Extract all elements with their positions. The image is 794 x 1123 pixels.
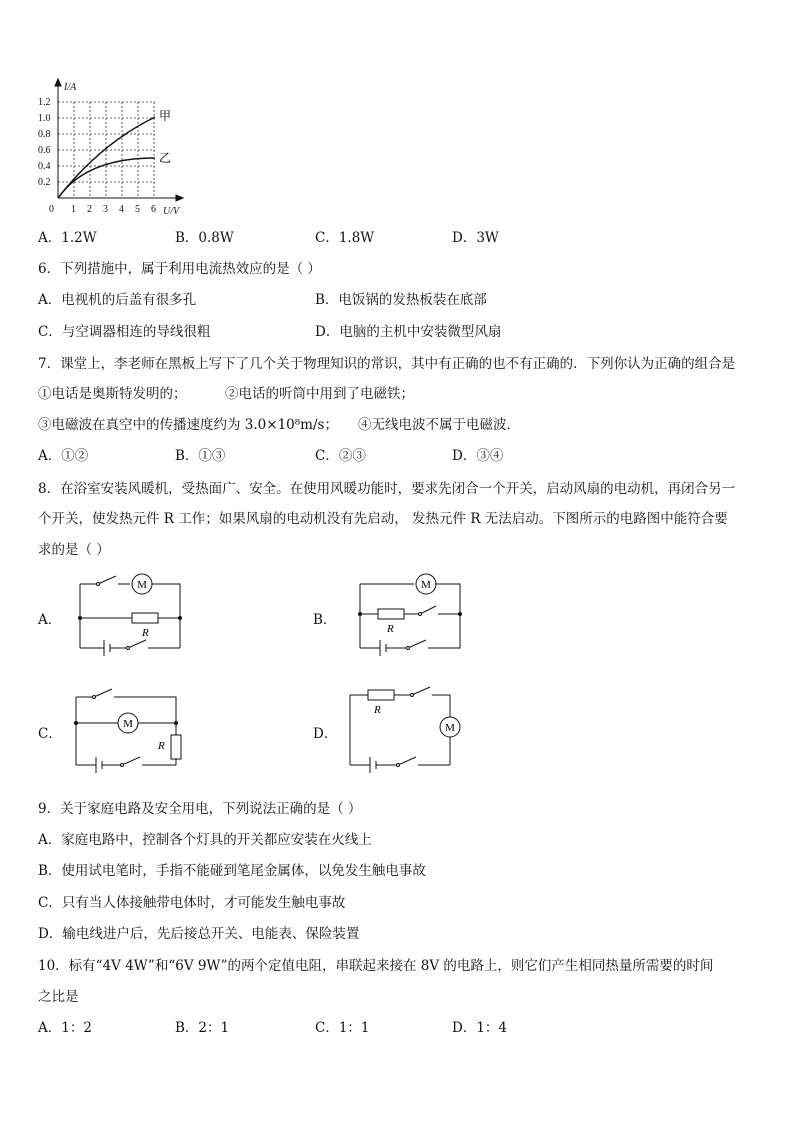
q9-option-b: B．使用试电笔时，手指不能碰到笔尾金属体，以免发生触电事故	[38, 863, 426, 879]
circuit-d	[340, 683, 470, 783]
circuit-d-label: D．	[313, 726, 338, 742]
q5-option-d: D．3W	[452, 230, 499, 246]
motor-symbol: M	[123, 718, 133, 730]
q7-option-c: C．②③	[315, 448, 366, 464]
curve-jia	[58, 117, 155, 198]
y-axis-label: I/A	[64, 82, 77, 93]
x-tick: 4	[119, 204, 124, 215]
q10-option-c: C．1：1	[315, 1020, 370, 1036]
q10-option-a: A．1：2	[38, 1020, 92, 1036]
circuit-b-label: B．	[313, 612, 337, 628]
x-tick: 6	[151, 204, 156, 215]
y-tick: 0.8	[38, 129, 51, 140]
motor-symbol: M	[421, 579, 431, 591]
q5-option-a: A．1.2W	[38, 230, 97, 246]
circuit-c	[66, 683, 196, 783]
q5-option-c: C．1.8W	[315, 230, 375, 246]
q6-option-a: A．电视机的后盖有很多孔	[38, 292, 197, 308]
motor-symbol: M	[445, 722, 455, 734]
curve-yi-label: 乙	[159, 151, 172, 165]
q6-option-d: D．电脑的主机中安装微型风扇	[315, 324, 502, 340]
circuit-b	[350, 570, 470, 665]
q9-stem: 9．关于家庭电路及安全用电，下列说法正确的是（ ）	[38, 801, 362, 817]
x-axis-label: U/V	[163, 206, 180, 217]
iu-graph	[30, 76, 200, 221]
circuit-a-label: A．	[38, 612, 62, 628]
x-tick: 2	[87, 204, 92, 215]
q7-statement-1: ①电话是奥斯特发明的；	[38, 386, 187, 402]
origin-label: 0	[49, 204, 54, 215]
q10-option-d: D．1：4	[452, 1020, 508, 1036]
q5-option-b: B．0.8W	[175, 230, 234, 246]
circuit-a	[70, 570, 190, 665]
q7-option-d: D．③④	[452, 448, 504, 464]
q9-option-a: A．家庭电路中，控制各个灯具的开关都应安装在火线上	[38, 832, 372, 848]
q7-statement-2: ②电话的听筒中用到了电磁铁；	[225, 386, 414, 402]
circuit-c-label: C．	[38, 726, 62, 742]
x-tick: 3	[103, 204, 108, 215]
q7-option-b: B．①③	[175, 448, 226, 464]
q7-statement-3: ③电磁波在真空中的传播速度约为 3.0×10⁸m/s；	[38, 417, 338, 433]
q8-stem-line1: 8．在浴室安装风暖机，受热面广、安全。在使用风暖功能时，要求先闭合一个开关，启动风扇的电动机，再闭合另一	[38, 481, 736, 497]
y-tick: 0.2	[38, 177, 51, 188]
y-tick: 0.6	[38, 145, 51, 156]
q6-option-c: C．与空调器相连的导线很粗	[38, 324, 211, 340]
y-tick: 1.2	[38, 97, 51, 108]
q7-option-a: A．①②	[38, 448, 89, 464]
q9-option-d: D．输电线进户后，先后接总开关、电能表、保险装置	[38, 926, 360, 942]
y-tick: 1.0	[38, 113, 51, 124]
q8-stem-line2: 个开关，使发热元件 R 工作；如果风扇的电动机没有先启动， 发热元件 R 无法启动。下图所示的电路图中能符合要	[38, 511, 728, 527]
q6-stem: 6．下列措施中，属于利用电流热效应的是（ ）	[38, 261, 321, 277]
y-tick: 0.4	[38, 161, 51, 172]
curve-jia-label: 甲	[159, 109, 172, 123]
motor-symbol: M	[137, 579, 147, 591]
resistor-label: R	[158, 740, 165, 752]
x-tick: 1	[71, 204, 76, 215]
resistor-label: R	[387, 623, 394, 635]
q8-stem-line3: 求的是（ ）	[38, 542, 110, 558]
q10-stem-line2: 之比是	[38, 989, 79, 1005]
q9-option-c: C．只有当人体接触带电体时，才可能发生触电事故	[38, 895, 346, 911]
resistor-label: R	[142, 627, 149, 639]
q10-option-b: B．2：1	[175, 1020, 230, 1036]
q6-option-b: B．电饭锅的发热板装在底部	[315, 292, 487, 308]
q10-stem-line1: 10．标有“4V 4W”和“6V 9W”的两个定值电阻，串联起来接在 8V 的电路上，则它们产生相同热量所需要的时间	[38, 958, 714, 974]
curve-yi	[58, 158, 155, 198]
x-tick: 5	[135, 204, 140, 215]
resistor-label: R	[374, 704, 381, 716]
q7-statement-4: ④无线电波不属于电磁波．	[358, 417, 520, 433]
q7-stem: 7．课堂上，李老师在黑板上写下了几个关于物理知识的常识，其中有正确的也不有正确的．下列你认为正确的组合是	[38, 356, 736, 372]
